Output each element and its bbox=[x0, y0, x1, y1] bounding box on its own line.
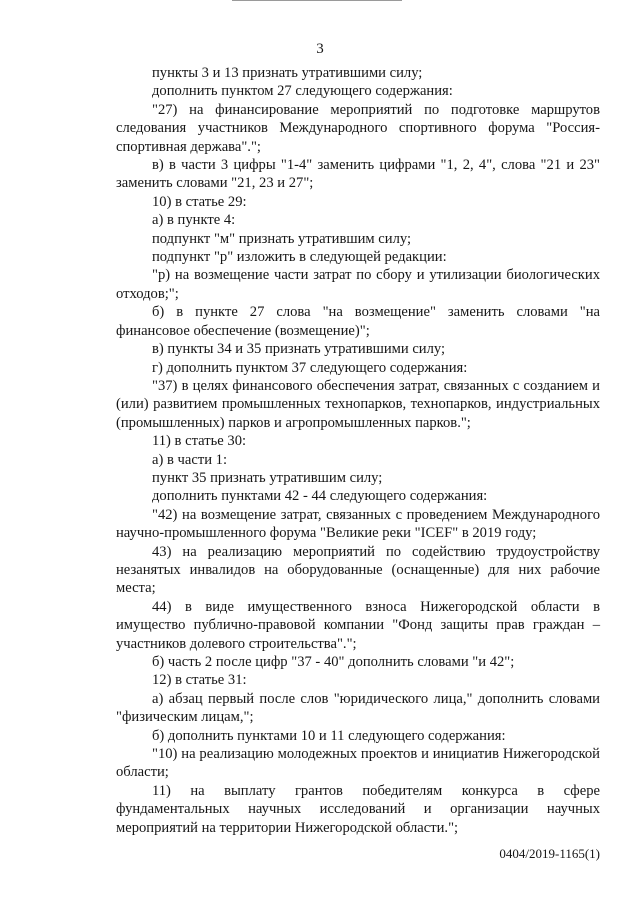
paragraph-14: 11) в статье 30: bbox=[152, 433, 247, 450]
paragraph-16: пункт 35 признать утратившим силу; bbox=[152, 469, 383, 486]
top-scan-line bbox=[232, 0, 402, 1]
paragraph-18: "42) на возмещение затрат, связанных с проведением Международного научно-промышленного форума "Великие реки "ICEF" в 2019 году; bbox=[116, 506, 600, 542]
paragraph-13: "37) в целях финансового обеспечения затрат, связанных с созданием и (или) развитием промышленных технопарков, технопарков, индустриальных (промышленных) парков и агропромышленных парков."; bbox=[116, 377, 600, 431]
paragraph-12: г) дополнить пунктом 37 следующего содержания: bbox=[152, 359, 468, 376]
paragraph-5: 10) в статье 29: bbox=[152, 193, 247, 210]
paragraph-23: а) абзац первый после слов "юридического лица," дополнить словами "физическим лицам,"; bbox=[116, 690, 600, 726]
paragraph-15: а) в части 1: bbox=[152, 451, 228, 468]
paragraph-4: в) в части 3 цифры "1-4" заменить цифрами "1, 2, 4", слова "21 и 23" заменить словами "21, 23 и 27"; bbox=[116, 157, 600, 192]
document-body bbox=[116, 64, 600, 837]
page-number: 3 bbox=[316, 41, 324, 57]
paragraph-26: 11) на выплату грантов победителям конкурса в сфере фундаментальных научных исследований и организации научных мероприятий на территории Нижегородской области."; bbox=[116, 782, 600, 836]
paragraph-2: дополнить пунктом 27 следующего содержания: bbox=[152, 83, 453, 100]
paragraph-21: б) часть 2 после цифр "37 - 40" дополнить словами "и 42"; bbox=[152, 654, 515, 670]
paragraph-11: в) пункты 34 и 35 признать утратившими силу; bbox=[152, 341, 446, 358]
paragraph-9: "р) на возмещение части затрат по сбору и утилизации биологических отходов;"; bbox=[116, 267, 600, 302]
paragraph-17: дополнить пунктами 42 - 44 следующего содержания: bbox=[152, 488, 488, 505]
paragraph-24: б) дополнить пунктами 10 и 11 следующего содержания: bbox=[152, 727, 506, 744]
paragraph-25: "10) на реализацию молодежных проектов и инициатив Нижегородской области; bbox=[116, 746, 600, 781]
paragraph-10: б) в пункте 27 слова "на возмещение" заменить словами "на финансовое обеспечение (возмещение)"; bbox=[116, 304, 600, 339]
paragraph-19: 43) на реализацию мероприятий по содействию трудоустройству незанятых инвалидов на оборудованные (оснащенные) для них рабочие места; bbox=[116, 543, 600, 597]
paragraph-7: подпункт "м" признать утратившим силу; bbox=[152, 230, 412, 247]
document-code: 0404/2019-1165(1) bbox=[499, 846, 600, 861]
paragraph-22: 12) в статье 31: bbox=[152, 672, 247, 689]
paragraph-3: "27) на финансирование мероприятий по подготовке маршрутов следования участников Международного спортивного форума "Россия-спортивная держава"."; bbox=[116, 101, 600, 155]
paragraph-1: пункты 3 и 13 признать утратившими силу; bbox=[152, 65, 423, 81]
paragraph-8: подпункт "р" изложить в следующей редакции: bbox=[152, 249, 447, 266]
paragraph-20: 44) в виде имущественного взноса Нижегородской области в имущество публично-правовой компании "Фонд защиты прав граждан – участников долевого строительства"."; bbox=[116, 598, 600, 652]
paragraph-6: а) в пункте 4: bbox=[152, 212, 236, 229]
